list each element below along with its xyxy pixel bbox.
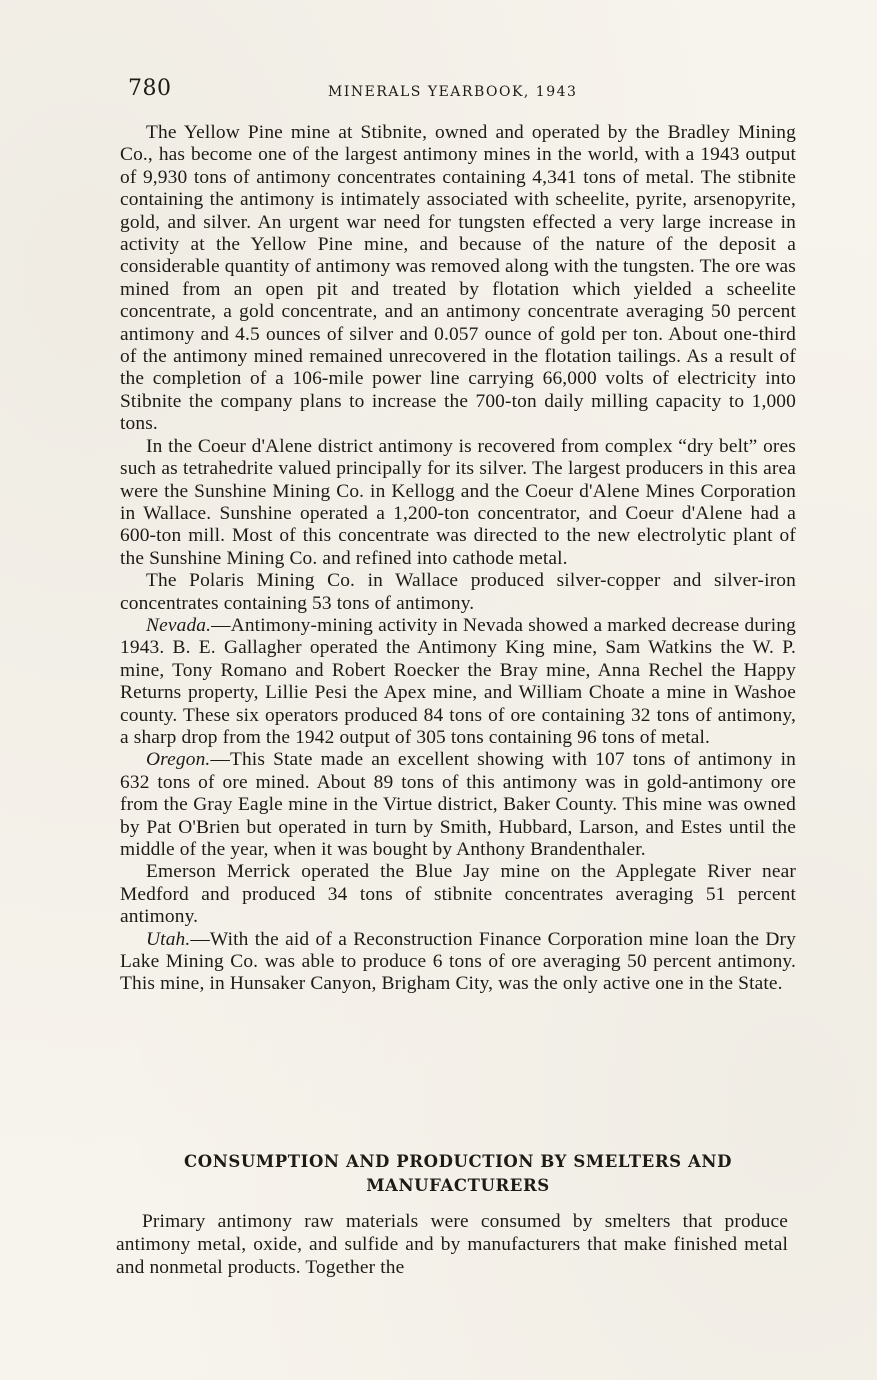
state-lead-oregon: Oregon. xyxy=(146,749,211,771)
paragraph-oregon xyxy=(120,749,796,861)
paragraph-text: —With the aid of a Reconstruction Finance Corporation mine loan the Dry Lake Mining Co. was able to produce 6 tons of ore averaging 50 percent antimony. This mine, in Hunsaker Canyon, Brigham City, was the only active one in the State. xyxy=(120,928,796,995)
state-lead-utah: Utah. xyxy=(146,928,191,950)
section-heading xyxy=(120,1150,796,1198)
page-header xyxy=(122,76,798,106)
paragraph-text: The Polaris Mining Co. in Wallace produced silver-copper and silver-iron concentrates containing 53 tons of antimony. xyxy=(120,570,796,614)
paragraph-polaris xyxy=(120,570,796,615)
paragraph-text: In the Coeur d'Alene district antimony is recovered from complex “dry belt” ores such as tetrahedrite valued principally for its silver. The largest producers in this area were the Sunshine Mining Co. in Kellogg and the Coeur d'Alene Mines Corporation in Wallace. Sunshine operated a 1,200-ton concentrator, and Coeur d'Alene had a 600-ton mill. Most of this concentrate was directed to the new electrolytic plant of the Sunshine Mining Co. and refined into cathode metal. xyxy=(120,435,796,569)
paragraph-text: —Antimony-mining activity in Nevada showed a marked decrease during 1943. B. E. Gallagher operated the Antimony King mine, Sam Watkins the W. P. mine, Tony Romano and Robert Roecker the Bray mine, Anna Rechel the Happy Returns property, Lillie Pesi the Apex mine, and William Choate a mine in Washoe county. These six operators produced 84 tons of ore containing 32 tons of antimony, a sharp drop from the 1942 output of 305 tons containing 96 tons of metal. xyxy=(120,614,796,748)
running-head: MINERALS YEARBOOK, 1943 xyxy=(328,84,578,100)
paragraph-text: —This State made an excellent showing with 107 tons of antimony in 632 tons of ore mined. About 89 tons of this antimony was in gold-antimony ore from the Gray Eagle mine in the Virtue district, Baker County. This mine was owned by Pat O'Brien but operated in turn by Smith, Hubbard, Larson, and Estes until the middle of the year, when it was bought by Anthony Brandenthaler. xyxy=(120,749,796,860)
paragraph-consumption: Primary antimony raw materials were consumed by smelters that produce antimony metal, oxide, and sulfide and by manufacturers that make finished metal and nonmetal products. Together the xyxy=(116,1211,788,1278)
paragraph-nevada xyxy=(120,615,796,749)
section-heading-line-1: CONSUMPTION AND PRODUCTION BY SMELTERS AND xyxy=(183,1152,733,1171)
paragraph-text: Emerson Merrick operated the Blue Jay mine on the Applegate River near Medford and produced 34 tons of stibnite concentrates averaging 51 percent antimony. xyxy=(120,861,796,928)
section-body xyxy=(116,1211,788,1279)
page-number: 780 xyxy=(128,76,172,101)
paragraph-text: The Yellow Pine mine at Stibnite, owned and operated by the Bradley Mining Co., has become one of the largest antimony mines in the world, with a 1943 output of 9,930 tons of antimony concentrates containing 4,341 tons of metal. The stibnite containing the antimony is intimately associated with scheelite, pyrite, arsenopyrite, gold, and silver. An urgent war need for tungsten effected a very large increase in activity at the Yellow Pine mine, and because of the nature of the deposit a considerable quantity of antimony was removed along with the tungsten. The ore was mined from an open pit and treated by flotation which yielded a scheelite concentrate, a gold concentrate, and an antimony concentrate averaging 50 percent antimony and 4.5 ounces of silver and 0.057 ounce of gold per ton. About one-third of the antimony mined remained unrecovered in the flotation tailings. As a result of the completion of a 106-mile power line carrying 66,000 volts of electricity into Stibnite the company plans to increase the 700-ton daily milling capacity to 1,000 tons. xyxy=(120,122,796,435)
state-lead-nevada: Nevada. xyxy=(146,614,212,636)
paragraph-utah xyxy=(120,929,796,996)
paragraph-blue-jay xyxy=(120,861,796,928)
section-heading-line-2: MANUFACTURERS xyxy=(366,1176,550,1195)
paragraph-coeur-dalene xyxy=(120,436,796,570)
body-text xyxy=(120,122,796,996)
paragraph-yellow-pine xyxy=(120,122,796,436)
